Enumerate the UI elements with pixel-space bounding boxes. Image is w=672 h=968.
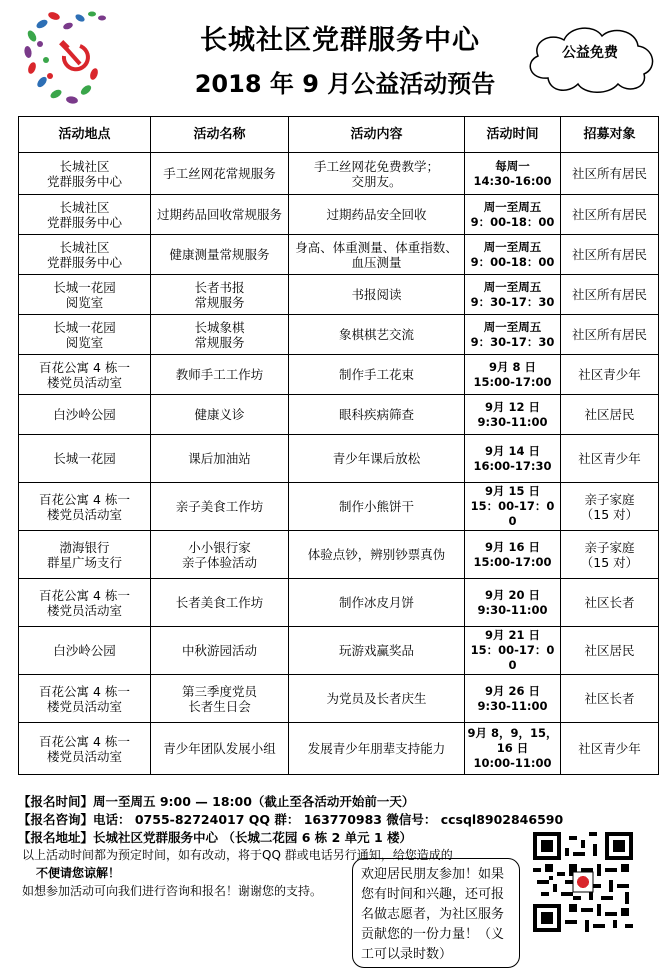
cell-time: 9月 8 日 15:00-17:00	[465, 355, 561, 395]
cell-target: 社区青少年	[561, 723, 659, 775]
page-subtitle: 2018 年 9 月公益活动预告	[194, 70, 496, 98]
cell-name: 过期药品回收常规服务	[151, 195, 289, 235]
cell-content: 制作冰皮月饼	[289, 579, 465, 627]
cell-content: 书报阅读	[289, 275, 465, 315]
table-row	[19, 195, 659, 235]
table-row	[19, 627, 659, 675]
table-row	[19, 315, 659, 355]
cell-time: 周一至周五 9：00-18：00	[465, 195, 561, 235]
cell-place: 百花公寓 4 栋一 楼党员活动室	[19, 723, 151, 775]
cell-place: 长城一花园	[19, 435, 151, 483]
free-service-badge: 公益免费	[562, 45, 618, 61]
header-target: 招募对象	[561, 117, 659, 153]
cell-place: 百花公寓 4 栋一 楼党员活动室	[19, 355, 151, 395]
header-time: 活动时间	[465, 117, 561, 153]
qr-code-icon	[533, 832, 633, 932]
cell-content: 制作小熊饼干	[289, 483, 465, 531]
cell-place: 白沙岭公园	[19, 395, 151, 435]
cell-place: 长城社区 党群服务中心	[19, 195, 151, 235]
cell-target: 社区青少年	[561, 435, 659, 483]
cell-time: 周一至周五 9：30-17：30	[465, 315, 561, 355]
cell-place: 白沙岭公园	[19, 627, 151, 675]
note-line-1: 以上活动时间都为预定时间，如有改动，将于QQ 群或电话另行通知，给您造成的	[22, 848, 453, 862]
header-content: 活动内容	[289, 117, 465, 153]
note-line-3: 如想参加活动可向我们进行咨询和报名！谢谢您的支持。	[22, 884, 323, 898]
cell-name: 长城象棋 常规服务	[151, 315, 289, 355]
cell-time: 9月 26 日 9:30-11:00	[465, 675, 561, 723]
cell-name: 小小银行家 亲子体验活动	[151, 531, 289, 579]
cell-name: 课后加油站	[151, 435, 289, 483]
cell-target: 社区所有居民	[561, 315, 659, 355]
cell-name: 教师手工工作坊	[151, 355, 289, 395]
cell-target: 社区所有居民	[561, 235, 659, 275]
cell-name: 亲子美食工作坊	[151, 483, 289, 531]
table-row	[19, 579, 659, 627]
activity-schedule-table	[18, 116, 659, 775]
cell-name: 长者书报 常规服务	[151, 275, 289, 315]
cell-content: 发展青少年朋辈支持能力	[289, 723, 465, 775]
cell-content: 体验点钞，辨别钞票真伪	[289, 531, 465, 579]
cell-target: 社区所有居民	[561, 275, 659, 315]
cell-name: 中秋游园活动	[151, 627, 289, 675]
cell-time: 9月 21 日 15：00-17：00	[465, 627, 561, 675]
table-row	[19, 235, 659, 275]
cell-target: 社区居民	[561, 627, 659, 675]
cell-name: 健康测量常规服务	[151, 235, 289, 275]
table-row	[19, 355, 659, 395]
cell-target: 社区长者	[561, 579, 659, 627]
table-row	[19, 153, 659, 195]
cell-content: 眼科疾病筛查	[289, 395, 465, 435]
volunteer-callout: 欢迎居民朋友参加！如果您有时间和兴趣，还可报名做志愿者，为社区服务贡献您的一份力量！（义工可以录时数）	[352, 858, 520, 968]
cell-name: 第三季度党员 长者生日会	[151, 675, 289, 723]
cell-target: 亲子家庭 （15 对）	[561, 483, 659, 531]
header-name: 活动名称	[151, 117, 289, 153]
cell-content: 制作手工花束	[289, 355, 465, 395]
table-row	[19, 275, 659, 315]
cell-time: 周一至周五 9：00-18：00	[465, 235, 561, 275]
cell-place: 百花公寓 4 栋一 楼党员活动室	[19, 675, 151, 723]
cell-name: 健康义诊	[151, 395, 289, 435]
cell-target: 社区所有居民	[561, 195, 659, 235]
table-row	[19, 723, 659, 775]
cell-place: 长城一花园 阅览室	[19, 315, 151, 355]
cell-name: 手工丝网花常规服务	[151, 153, 289, 195]
cell-target: 社区长者	[561, 675, 659, 723]
cell-time: 9月 16 日 15:00-17:00	[465, 531, 561, 579]
community-heart-logo	[20, 4, 112, 112]
cell-name: 青少年团队发展小组	[151, 723, 289, 775]
cell-content: 身高、体重测量、体重指数、 血压测量	[289, 235, 465, 275]
page-title: 长城社区党群服务中心	[200, 25, 480, 56]
table-row	[19, 531, 659, 579]
table-header-row	[19, 117, 659, 153]
cell-content: 为党员及长者庆生	[289, 675, 465, 723]
cell-place: 长城一花园 阅览室	[19, 275, 151, 315]
header-place: 活动地点	[19, 117, 151, 153]
cell-name: 长者美食工作坊	[151, 579, 289, 627]
cell-place: 百花公寓 4 栋一 楼党员活动室	[19, 579, 151, 627]
cell-target: 社区青少年	[561, 355, 659, 395]
cell-content: 玩游戏赢奖品	[289, 627, 465, 675]
signup-time: 【报名时间】周一至周五 9:00 — 18:00（截止至各活动开始前一天）	[18, 794, 415, 809]
table-row	[19, 435, 659, 483]
cell-time: 9月 15 日 15：00-17：00	[465, 483, 561, 531]
table-row	[19, 675, 659, 723]
cell-place: 渤海银行 群星广场支行	[19, 531, 151, 579]
hammer-sickle-icon	[59, 40, 88, 69]
table-row	[19, 483, 659, 531]
cell-place: 长城社区 党群服务中心	[19, 153, 151, 195]
cell-place: 长城社区 党群服务中心	[19, 235, 151, 275]
cell-content: 过期药品安全回收	[289, 195, 465, 235]
cell-time: 9月 12 日 9:30-11:00	[465, 395, 561, 435]
cell-content: 青少年课后放松	[289, 435, 465, 483]
note-line-2: 不便请您谅解！	[36, 866, 121, 880]
cell-time: 9月 8，9，15， 16 日 10:00-11:00	[465, 723, 561, 775]
table-row	[19, 395, 659, 435]
cell-content: 手工丝网花免费教学； 交朋友。	[289, 153, 465, 195]
signup-contact: 【报名咨询】电话： 0755-82724017 QQ 群： 163770983 微信号： ccsql8902846590	[18, 812, 564, 827]
signup-address: 【报名地址】长城社区党群服务中心 （长城二花园 6 栋 2 单元 1 楼）	[18, 830, 413, 845]
cell-time: 周一至周五 9：30-17：30	[465, 275, 561, 315]
cell-target: 亲子家庭 （15 对）	[561, 531, 659, 579]
cell-target: 社区所有居民	[561, 153, 659, 195]
cell-target: 社区居民	[561, 395, 659, 435]
cell-time: 9月 20 日 9:30-11:00	[465, 579, 561, 627]
cell-time: 9月 14 日 16:00-17:30	[465, 435, 561, 483]
cell-content: 象棋棋艺交流	[289, 315, 465, 355]
cell-place: 百花公寓 4 栋一 楼党员活动室	[19, 483, 151, 531]
cell-time: 每周一 14:30-16:00	[465, 153, 561, 195]
